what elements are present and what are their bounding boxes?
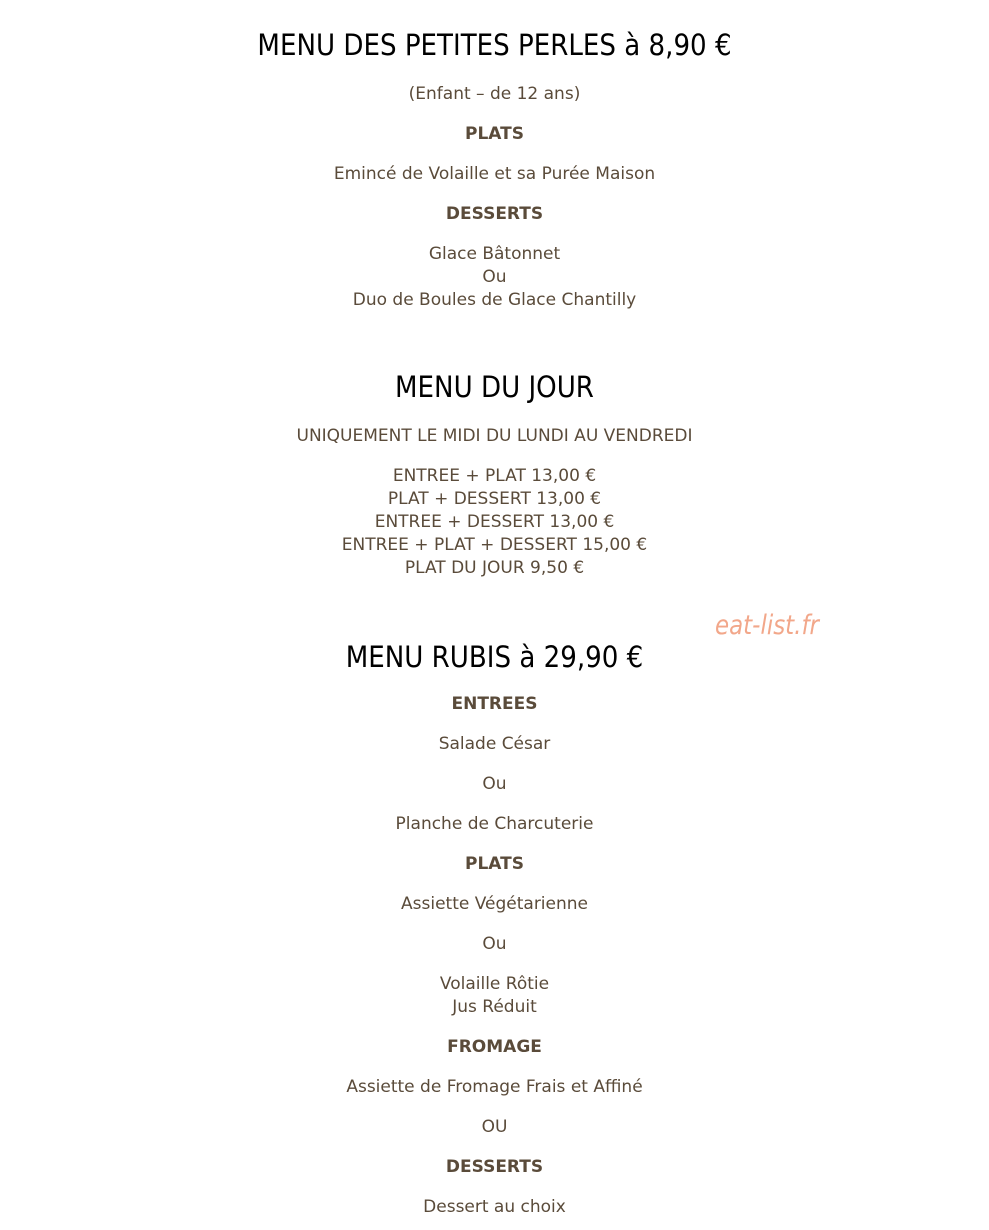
or-separator: OU [481, 1117, 508, 1137]
or-separator: Ou [482, 267, 507, 287]
fromage-heading: FROMAGE [447, 1037, 542, 1057]
dessert-item: Glace Bâtonnet [428, 244, 561, 264]
plat-item-group [0, 973, 989, 1019]
desserts-heading: DESSERTS [445, 1157, 544, 1177]
menu-petites-perles-subtitle: (Enfant – de 12 ans) [408, 84, 581, 104]
dessert-item: Duo de Boules de Glace Chantilly [352, 290, 637, 310]
formula-item: PLAT + DESSERT 13,00 € [387, 489, 602, 509]
menu-du-jour-note: UNIQUEMENT LE MIDI DU LUNDI AU VENDREDI [296, 426, 693, 446]
formula-item: PLAT DU JOUR 9,50 € [404, 558, 585, 578]
entrees-heading: ENTREES [451, 694, 538, 714]
plat-item: Emincé de Volaille et sa Purée Maison [333, 164, 656, 184]
fromage-item: Assiette de Fromage Frais et Affiné [346, 1077, 643, 1097]
desserts-group [0, 243, 989, 312]
formula-item: ENTREE + PLAT 13,00 € [392, 466, 597, 486]
formulas-list [0, 465, 989, 580]
plats-heading: PLATS [465, 124, 524, 144]
or-separator: Ou [482, 774, 507, 794]
or-separator: Ou [482, 934, 507, 954]
menu-rubis-title: MENU RUBIS à 29,90 € [345, 640, 644, 674]
formula-item: ENTREE + PLAT + DESSERT 15,00 € [341, 535, 648, 555]
formula-item: ENTREE + DESSERT 13,00 € [374, 512, 615, 532]
entree-item: Salade César [438, 734, 551, 754]
entree-item: Planche de Charcuterie [395, 814, 594, 834]
plats-heading: PLATS [465, 854, 524, 874]
watermark: eat-list.fr [715, 610, 819, 641]
desserts-heading: DESSERTS [445, 204, 544, 224]
plat-item-detail: Jus Réduit [452, 997, 537, 1017]
menu-du-jour-title: MENU DU JOUR [395, 370, 594, 404]
dessert-item: Dessert au choix [423, 1197, 566, 1217]
menu-petites-perles-title: MENU DES PETITES PERLES à 8,90 € [257, 28, 732, 62]
plat-item: Volaille Rôtie [439, 974, 550, 994]
plat-item: Assiette Végétarienne [401, 894, 588, 914]
